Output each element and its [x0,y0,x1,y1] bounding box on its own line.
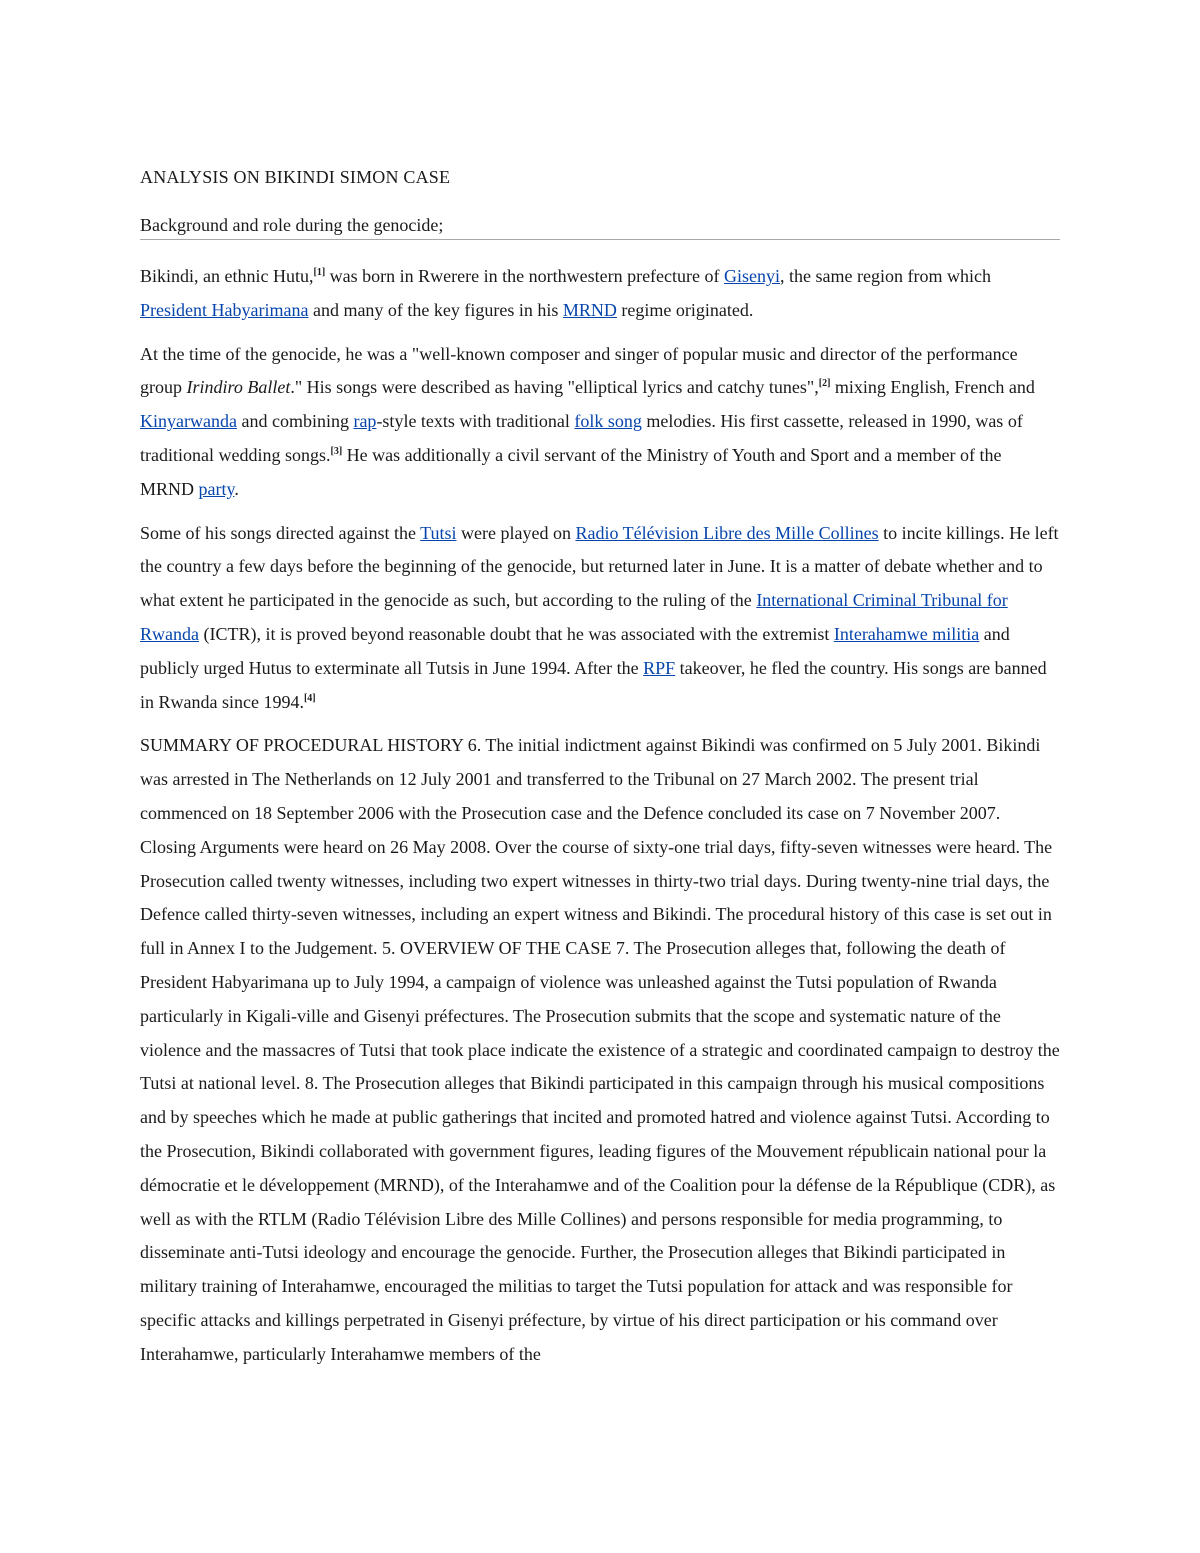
link-kinyarwanda[interactable]: Kinyarwanda [140,411,237,432]
document-title: ANALYSIS ON BIKINDI SIMON CASE [140,167,451,187]
footnote-link[interactable]: [3] [330,445,343,457]
footnote-ref[interactable] [313,267,325,278]
link-rap[interactable]: rap [353,411,377,432]
text-span: were played on [456,522,576,543]
footnote-ref[interactable] [330,446,342,457]
link-rpf[interactable]: RPF [643,657,676,678]
section-heading: Background and role during the genocide; [140,211,1060,240]
text-span: Some of his songs directed against the [140,522,421,543]
link-interahamwe-militia[interactable]: Interahamwe militia [833,623,980,644]
text-span: melodies. His first cassette, released in 1990, was of traditional wedding songs. [140,411,1023,465]
footnote-link[interactable]: [1] [313,267,326,278]
link-tutsi[interactable]: Tutsi [420,522,457,543]
text-span: . [234,478,239,499]
text-span: (ICTR), it is proved beyond reasonable doubt that he was associated with the extremist [198,623,834,644]
link-folk-song[interactable]: folk song [574,411,642,432]
text-span: , the same region from which [780,266,991,286]
paragraph-origin [140,260,1060,328]
link-ictr[interactable]: International Criminal Tribunal for Rwanda [140,590,1008,644]
text-span: mixing English, French and [830,377,1035,398]
link-gisenyi[interactable]: Gisenyi [724,266,781,286]
text-span: and combining [236,411,354,432]
text-span: was born in Rwerere in the northwestern prefecture of [325,266,725,286]
paragraph-procedural-history: SUMMARY OF PROCEDURAL HISTORY 6. The initial indictment against Bikindi was confirmed on 5 July 2001. Bikindi was arrested in The Netherlands on 12 July 2001 and transferred to the Tribunal on 27 March 2002. The present trial commenced on 18 September 2006 with the Prosecution case and the Defence concluded its case on 7 November 2007. Closing Arguments were heard on 26 May 2008. Over the course of sixty-one trial days, fifty-seven witnesses were heard. The Prosecution called twenty witnesses, including two expert witnesses in thirty-two trial days. During twenty-nine trial days, the Defence called thirty-seven witnesses, including an expert witness and Bikindi. The procedural history of this case is set out in full in Annex I to the Judgement. 5. OVERVIEW OF THE CASE 7. The Prosecution alleges that, following the death of President Habyarimana up to July 1994, a campaign of violence was unleashed against the Tutsi population of Rwanda particularly in Kigali-ville and Gisenyi préfectures. The Prosecution submits that the scope and systematic nature of the violence and the massacres of Tutsi that took place indicate the existence of a strategic and coordinated campaign to destroy the Tutsi at national level. 8. The Prosecution alleges that Bikindi participated in this campaign through his musical compositions and by speeches which he made at public gatherings that incited and promoted hatred and violence against Tutsi. According to the Prosecution, Bikindi collaborated with government figures, leading figures of the Mouvement républicain national pour la démocratie et le développement (MRND), of the Interahamwe and of the Coalition pour la défense de la République (CDR), as well as with the RTLM (Radio Télévision Libre des Mille Collines) and persons responsible for media programming, to disseminate anti-Tutsi ideology and encourage the genocide. Further, the Prosecution alleges that Bikindi participated in military training of Interahamwe, encouraged the militias to target the Tutsi population for attack and was responsible for specific attacks and killings perpetrated in Gisenyi préfecture, by virtue of his direct participation or his command over Interahamwe, particularly Interahamwe members of the [140,735,1060,1364]
link-president-habyarimana[interactable]: President Habyarimana [140,299,309,320]
text-span: ." His songs were described as having "elliptical lyrics and catchy tunes", [290,377,819,398]
text-span: At the time of the genocide, he was a "well-known composer and singer of popular music and director of the performance group [140,343,1018,398]
paragraph-songs [140,517,1060,720]
paragraph-career [140,338,1060,507]
text-span: and publicly urged Hutus to exterminate all Tutsis in June 1994. After the [140,623,1010,678]
document-page [140,163,1060,1382]
text-span: to incite killings. He left the country a few days before the beginning of the genocide, but returned later in June. It is a matter of debate whether and to what extent he participated in the genocide as such, but according to the ruling of the [140,522,1059,611]
text-span: -style texts with traditional [376,411,575,432]
text-span: He was additionally a civil servant of the Ministry of Youth and Sport and a member of the MRND [140,444,1002,499]
text-span: takeover, he fled the country. His songs are banned in Rwanda since 1994. [140,657,1047,712]
text-span: regime originated. [616,299,754,320]
link-mrnd[interactable]: MRND [562,299,617,320]
link-party[interactable]: party [198,478,235,499]
footnote-ref[interactable] [304,693,316,704]
text-span: and many of the key figures in his [308,299,563,320]
emphasis-irindiro-ballet: Irindiro Ballet [186,377,291,398]
text-span: Bikindi, an ethnic Hutu, [140,266,314,286]
footnote-link[interactable]: [4] [303,692,316,704]
footnote-link[interactable]: [2] [818,378,831,390]
link-rtlm[interactable]: Radio Télévision Libre des Mille Collines [575,522,879,543]
footnote-ref[interactable] [819,378,831,389]
